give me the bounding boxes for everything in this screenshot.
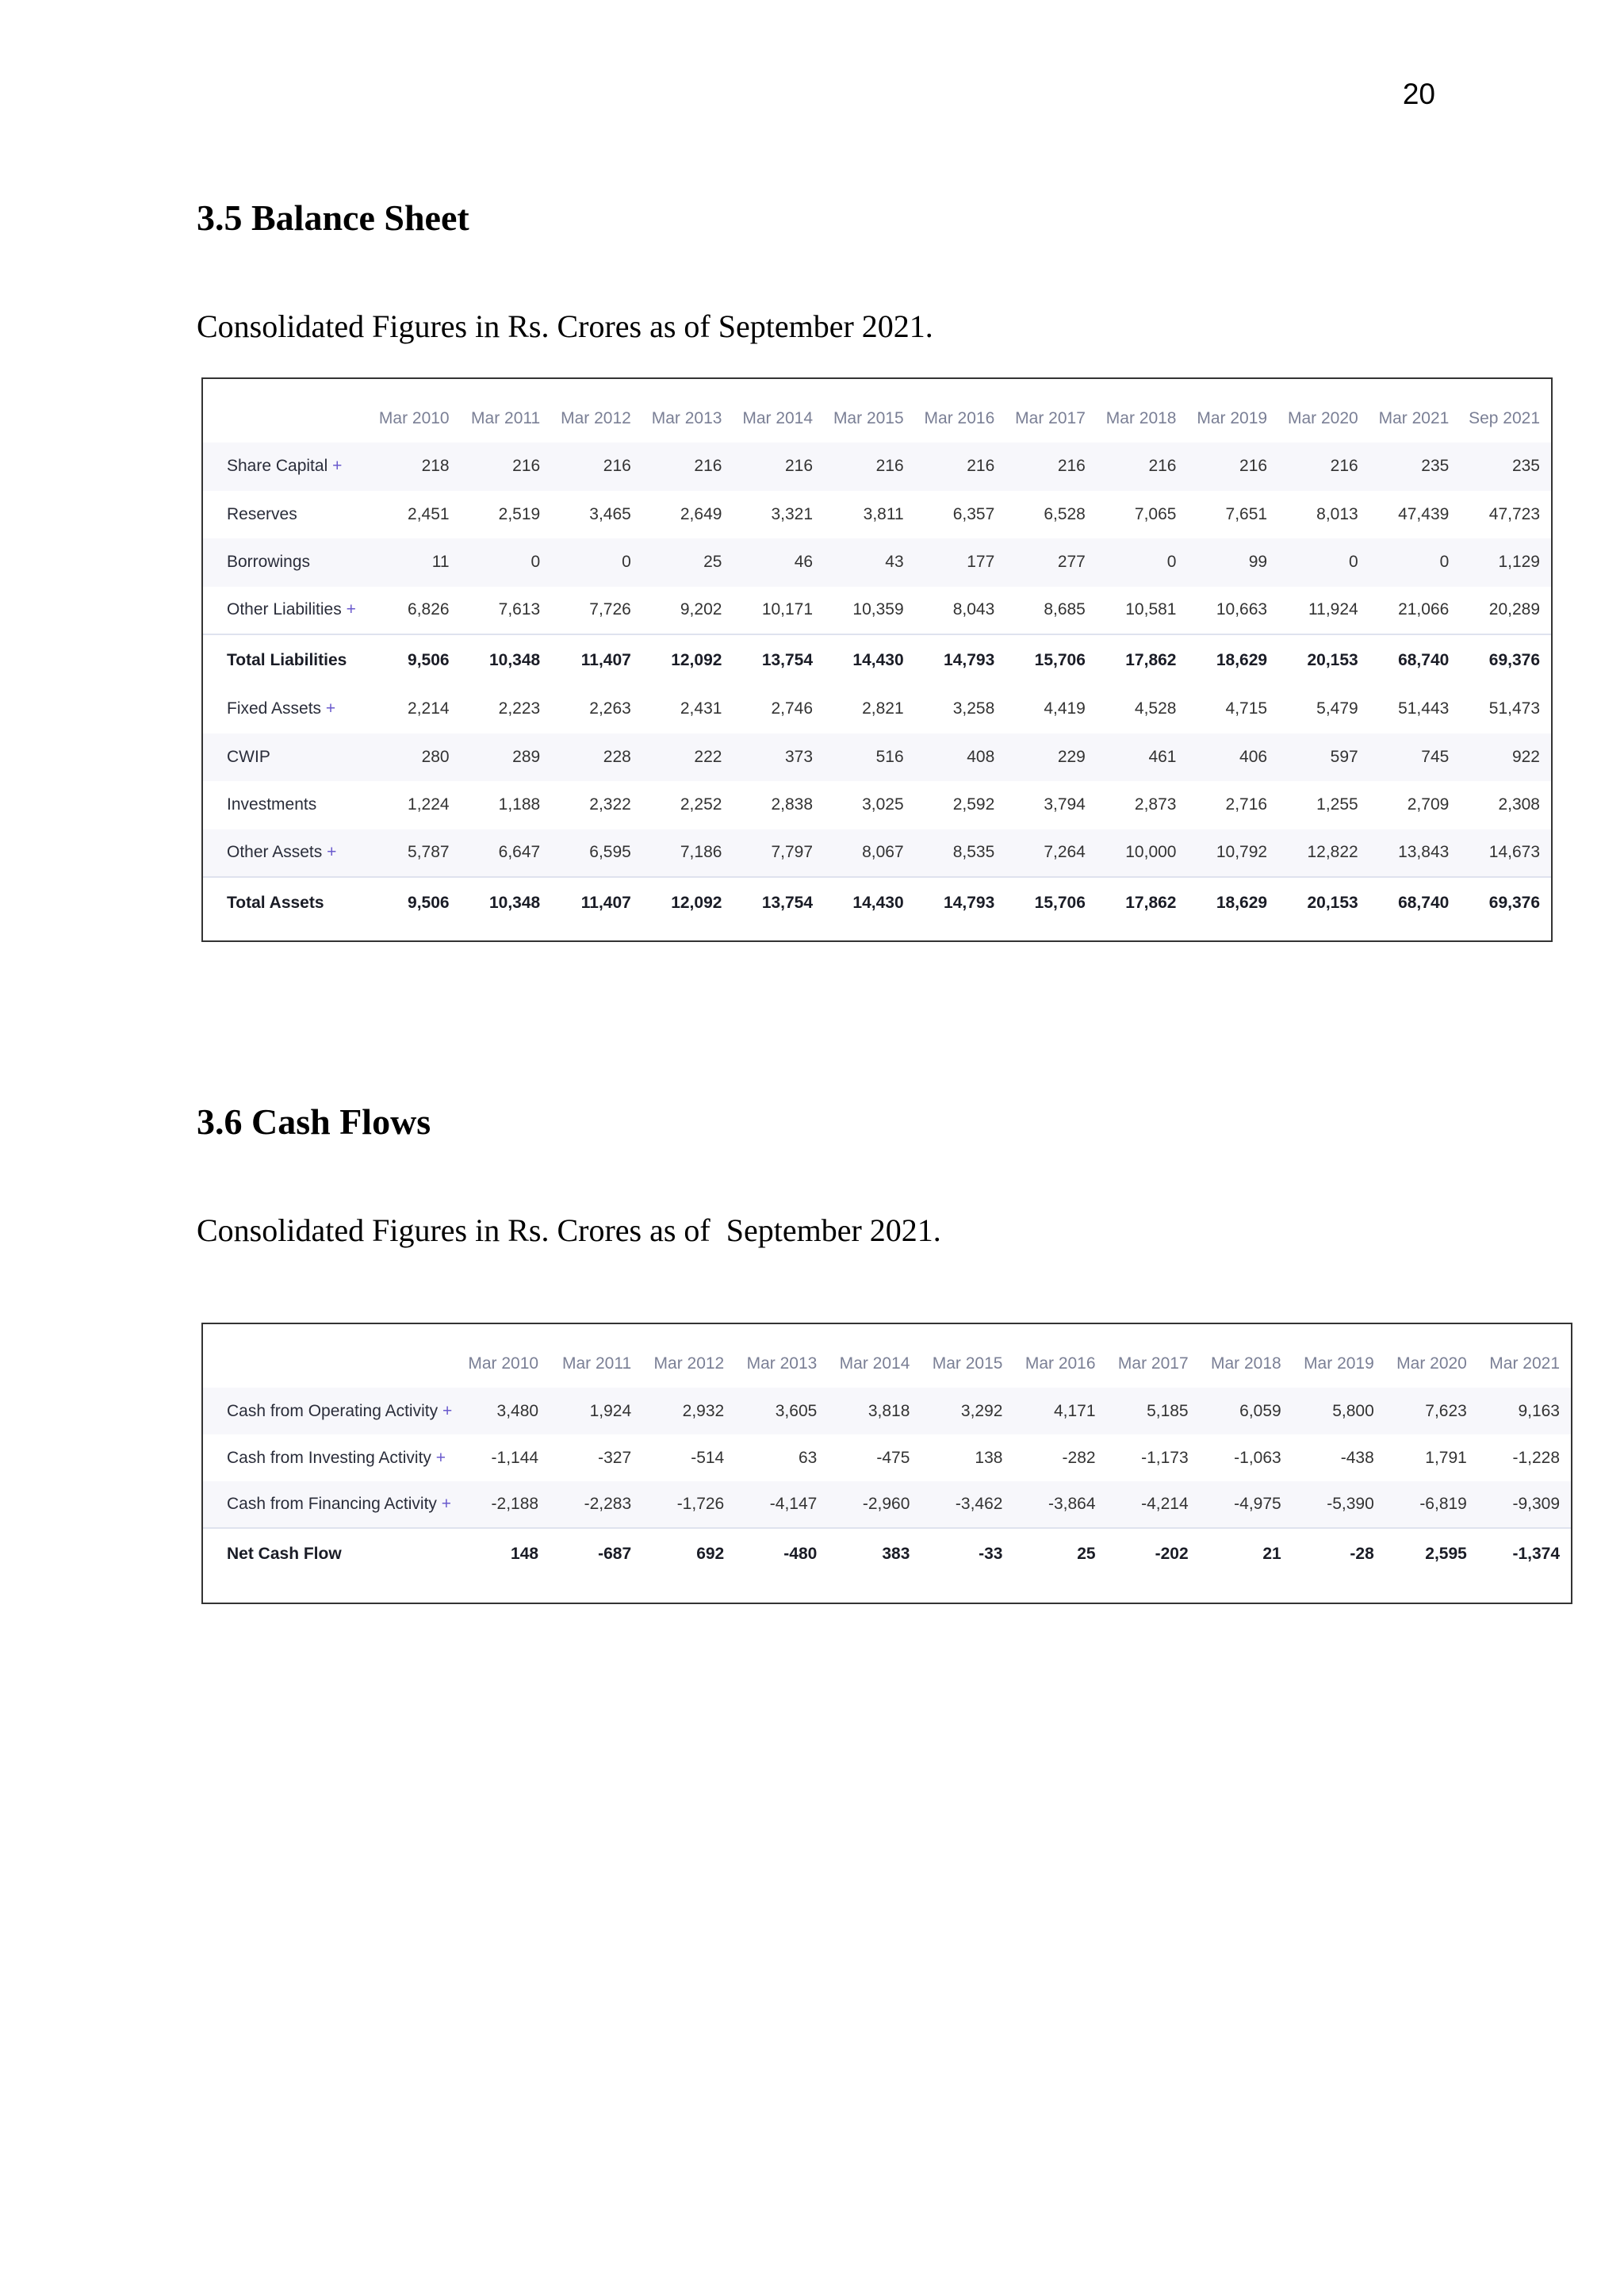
column-header: Mar 2016 [1025,1354,1096,1373]
column-header: Mar 2012 [561,409,631,427]
value-cell: 1,924 [550,1388,642,1434]
row-label [203,1528,457,1579]
value-cell: 228 [551,733,642,782]
row-label[interactable] [203,587,370,635]
value-cell: 20,153 [1278,634,1369,685]
row-label[interactable] [203,1388,457,1434]
value-cell: -4,214 [1107,1481,1200,1528]
value-cell: 7,186 [642,829,733,878]
row-label [203,877,370,928]
value-cell: 3,292 [921,1388,1013,1434]
column-header: Mar 2011 [471,409,541,427]
value-cell: 2,263 [589,699,631,718]
row-label[interactable] [203,685,370,733]
value-cell: 3,025 [862,795,904,814]
column-header: Mar 2010 [378,409,450,427]
row-label-text: Total Assets [227,893,324,912]
value-cell: 6,528 [1044,504,1086,523]
value-cell: 11 [370,538,461,587]
value-cell: 216 [1005,442,1097,491]
value-cell: 46 [733,538,824,587]
row-label [203,781,370,829]
value-cell: 6,647 [461,829,552,878]
value-cell: 11,407 [551,877,642,928]
value-cell: 2,252 [680,795,722,814]
expand-plus-icon[interactable]: + [442,1401,453,1420]
value-cell: 51,443 [1398,699,1450,718]
value-cell: 10,171 [761,600,814,619]
cash-flows-table-frame [201,1323,1572,1604]
value-cell: 69,376 [1460,877,1551,928]
value-cell: 148 [457,1528,550,1579]
value-cell: 20,153 [1278,877,1369,928]
row-label [203,733,370,782]
value-cell: 3,818 [828,1388,921,1434]
table-row [203,1388,1571,1434]
value-cell: 8,067 [824,829,915,878]
value-cell: 922 [1460,733,1551,782]
value-cell: -282 [1062,1448,1096,1467]
value-cell: 216 [461,442,552,491]
value-cell: 63 [798,1448,818,1467]
value-cell: 516 [824,733,915,782]
total-row [203,1528,1571,1579]
value-cell: 408 [915,733,1006,782]
row-label-text: Cash from Financing Activity [227,1495,437,1513]
column-header: Mar 2012 [653,1354,725,1373]
balance-sheet-body [203,442,1551,928]
value-cell: 25 [642,538,733,587]
value-cell: 1,224 [408,795,450,814]
value-cell: 0 [461,538,552,587]
row-label [203,538,370,587]
expand-plus-icon[interactable]: + [435,1448,446,1467]
value-cell: 12,822 [1278,829,1369,878]
value-cell: -480 [735,1528,828,1579]
value-cell: 13,754 [733,877,824,928]
value-cell: 10,792 [1187,829,1278,878]
table-row [203,781,1551,829]
value-cell: 9,163 [1478,1388,1571,1434]
value-cell: 20,289 [1488,600,1540,619]
value-cell: -5,390 [1293,1481,1385,1528]
column-header: Mar 2017 [1117,1354,1189,1373]
value-cell: 216 [824,442,915,491]
value-cell: 1,129 [1460,538,1551,587]
value-cell: 18,629 [1187,634,1278,685]
balance-sheet-header-row [203,395,1551,442]
value-cell: 235 [1369,442,1461,491]
value-cell: -1,726 [642,1481,735,1528]
value-cell: 216 [1278,442,1369,491]
table-row [203,442,1551,491]
value-cell: 289 [461,733,552,782]
value-cell: 4,171 [1013,1388,1106,1434]
value-cell: 177 [915,538,1006,587]
value-cell: 2,592 [952,795,995,814]
value-cell: 47,439 [1398,504,1450,523]
value-cell: 2,716 [1225,795,1268,814]
value-cell: 3,480 [457,1388,550,1434]
value-cell: 745 [1369,733,1461,782]
value-cell: 8,685 [1044,600,1086,619]
value-cell: 47,723 [1488,504,1540,523]
column-header: Mar 2014 [839,1354,910,1373]
row-label-text: Borrowings [227,553,311,572]
total-row [203,877,1551,928]
value-cell: 4,419 [1044,699,1086,718]
value-cell: -6,819 [1385,1481,1478,1528]
value-cell: 68,740 [1369,877,1461,928]
value-cell: 6,357 [952,504,995,523]
value-cell: 13,843 [1369,829,1461,878]
value-cell: 216 [551,442,642,491]
value-cell: -1,374 [1478,1528,1571,1579]
expand-plus-icon[interactable]: + [325,699,336,718]
value-cell: 5,800 [1293,1388,1385,1434]
value-cell: -9,309 [1478,1481,1571,1528]
value-cell: 2,431 [680,699,722,718]
value-cell: 9,202 [680,600,722,619]
value-cell: 2,214 [408,699,450,718]
value-cell: 10,359 [852,600,904,619]
column-header: Mar 2021 [1378,409,1450,427]
table-row [203,733,1551,782]
value-cell: 3,794 [1044,795,1086,814]
value-cell: 6,826 [408,600,450,619]
row-label[interactable] [203,442,370,491]
value-cell: -2,188 [457,1481,550,1528]
row-label-text: Share Capital [227,457,328,476]
column-header: Mar 2015 [833,409,904,427]
column-header: Mar 2020 [1287,409,1358,427]
header-blank [203,395,370,442]
value-cell: 0 [551,538,642,587]
value-cell: 11,924 [1308,600,1358,619]
column-header: Mar 2019 [1197,409,1268,427]
value-cell: 2,873 [1134,795,1177,814]
value-cell: 0 [1278,538,1369,587]
table-row [203,829,1551,878]
value-cell: -4,147 [735,1481,828,1528]
value-cell: 216 [915,442,1006,491]
value-cell: 3,321 [771,504,814,523]
value-cell: 10,348 [461,634,552,685]
value-cell: 14,793 [915,634,1006,685]
cash-flows-table [203,1340,1571,1579]
value-cell: 0 [1369,538,1461,587]
value-cell: 17,862 [1097,877,1188,928]
value-cell: 1,255 [1316,795,1358,814]
value-cell: 10,663 [1216,600,1268,619]
table-row [203,491,1551,539]
value-cell: 3,258 [952,699,995,718]
value-cell: 14,673 [1460,829,1551,878]
value-cell: 43 [824,538,915,587]
row-label-text: Other Liabilities [227,600,342,619]
value-cell: 373 [733,733,824,782]
table-row [203,587,1551,635]
value-cell: -28 [1293,1528,1385,1579]
value-cell: -2,960 [828,1481,921,1528]
column-header: Sep 2021 [1469,409,1540,427]
balance-sheet-table-frame [201,377,1553,942]
value-cell: 51,473 [1488,699,1540,718]
column-header: Mar 2016 [924,409,995,427]
total-row [203,634,1551,685]
value-cell: 406 [1187,733,1278,782]
value-cell: -3,462 [921,1481,1013,1528]
expand-plus-icon[interactable]: + [332,457,343,476]
value-cell: 11,407 [551,634,642,685]
value-cell: 1,188 [498,795,541,814]
value-cell: 2,821 [862,699,904,718]
value-cell: 0 [1097,538,1188,587]
balance-sheet-table [203,395,1551,928]
value-cell: 6,059 [1200,1388,1293,1434]
value-cell: 7,613 [498,600,541,619]
value-cell: 2,595 [1385,1528,1478,1579]
value-cell: 7,065 [1134,504,1177,523]
value-cell: 5,479 [1316,699,1358,718]
row-label-text: Total Liabilities [227,650,347,669]
value-cell: 9,506 [370,877,461,928]
table-row [203,538,1551,587]
value-cell: 69,376 [1460,634,1551,685]
value-cell: 216 [642,442,733,491]
value-cell: 2,322 [589,795,631,814]
value-cell: 10,348 [461,877,552,928]
row-label-text: Other Assets [227,843,323,862]
value-cell: 2,451 [408,504,450,523]
value-cell: 21,066 [1398,600,1450,619]
value-cell: 10,000 [1097,829,1188,878]
row-label-text: Investments [227,795,317,814]
value-cell: 6,595 [551,829,642,878]
value-cell: 99 [1187,538,1278,587]
column-header: Mar 2014 [742,409,814,427]
value-cell: 7,651 [1225,504,1268,523]
value-cell: 383 [828,1528,921,1579]
value-cell: 8,043 [952,600,995,619]
value-cell: 7,726 [589,600,631,619]
value-cell: 3,465 [589,504,631,523]
value-cell: 13,754 [733,634,824,685]
value-cell: -1,228 [1512,1448,1560,1467]
value-cell: 14,430 [824,634,915,685]
row-label[interactable] [203,829,370,878]
row-label-text: Cash from Operating Activity [227,1401,439,1420]
column-header: Mar 2018 [1105,409,1177,427]
row-label-text: CWIP [227,747,270,766]
page-number: 20 [1402,78,1435,110]
value-cell: 2,932 [642,1388,735,1434]
row-label[interactable] [203,1434,457,1481]
value-cell: 14,793 [915,877,1006,928]
value-cell: 25 [1013,1528,1106,1579]
row-label-text: Net Cash Flow [227,1544,342,1563]
value-cell: 7,264 [1005,829,1097,878]
value-cell: 597 [1278,733,1369,782]
value-cell: 3,605 [735,1388,828,1434]
cash-flows-header-row [203,1340,1571,1388]
column-header: Mar 2015 [932,1354,1003,1373]
value-cell: 4,715 [1225,699,1268,718]
value-cell: 235 [1460,442,1551,491]
value-cell: 277 [1005,538,1097,587]
table-row [203,1434,1571,1481]
value-cell: 2,308 [1498,795,1540,814]
value-cell: 2,223 [498,699,541,718]
value-cell: -1,063 [1234,1448,1281,1467]
value-cell: 218 [370,442,461,491]
value-cell: -514 [691,1448,725,1467]
cash-flows-subtitle: Consolidated Figures in Rs. Crores as of September 2021. [197,1212,941,1248]
value-cell: 18,629 [1187,877,1278,928]
row-label[interactable] [203,1481,457,1528]
value-cell: 21 [1200,1528,1293,1579]
expand-plus-icon[interactable]: + [441,1495,452,1513]
balance-sheet-subtitle: Consolidated Figures in Rs. Crores as of September 2021. [197,308,933,344]
cash-flows-title: 3.6 Cash Flows [197,1101,431,1142]
value-cell: 229 [1005,733,1097,782]
value-cell: -1,144 [491,1448,539,1467]
expand-plus-icon[interactable]: + [346,600,356,619]
row-label [203,634,370,685]
value-cell: -202 [1107,1528,1200,1579]
column-header: Mar 2013 [651,409,722,427]
value-cell: 4,528 [1134,699,1177,718]
value-cell: -4,975 [1200,1481,1293,1528]
value-cell: -1,173 [1141,1448,1189,1467]
value-cell: 2,709 [1407,795,1450,814]
cash-flows-body [203,1388,1571,1579]
value-cell: 17,862 [1097,634,1188,685]
value-cell: 692 [642,1528,735,1579]
value-cell: -33 [921,1528,1013,1579]
column-header: Mar 2010 [468,1354,539,1373]
value-cell: -3,864 [1013,1481,1106,1528]
value-cell: -2,283 [550,1481,642,1528]
value-cell: 216 [733,442,824,491]
value-cell: -327 [598,1448,632,1467]
row-label-text: Fixed Assets [227,699,322,718]
value-cell: -687 [550,1528,642,1579]
value-cell: 15,706 [1005,877,1097,928]
value-cell: 14,430 [824,877,915,928]
value-cell: 15,706 [1005,634,1097,685]
value-cell: 9,506 [370,634,461,685]
value-cell: -438 [1340,1448,1374,1467]
value-cell: 461 [1097,733,1188,782]
value-cell: 3,811 [863,504,904,523]
column-header: Mar 2017 [1015,409,1086,427]
column-header: Mar 2019 [1304,1354,1374,1373]
table-row [203,1481,1571,1528]
value-cell: 12,092 [642,877,733,928]
table-row [203,685,1551,733]
value-cell: 138 [975,1448,1003,1467]
value-cell: 2,649 [680,504,722,523]
value-cell: 8,013 [1316,504,1358,523]
column-header: Mar 2011 [561,1354,632,1373]
value-cell: 5,185 [1107,1388,1200,1434]
header-blank [203,1340,457,1388]
value-cell: 10,581 [1125,600,1177,619]
value-cell: 222 [642,733,733,782]
column-header: Mar 2013 [746,1354,818,1373]
value-cell: 2,838 [771,795,814,814]
value-cell: -475 [876,1448,910,1467]
row-label-text: Reserves [227,504,297,523]
column-header: Mar 2020 [1396,1354,1467,1373]
value-cell: 5,787 [370,829,461,878]
value-cell: 280 [370,733,461,782]
expand-plus-icon[interactable]: + [327,843,337,862]
value-cell: 1,791 [1425,1448,1467,1467]
value-cell: 8,535 [915,829,1006,878]
value-cell: 7,623 [1385,1388,1478,1434]
value-cell: 2,746 [771,699,814,718]
column-header: Mar 2021 [1489,1354,1560,1373]
value-cell: 2,519 [498,504,541,523]
value-cell: 68,740 [1369,634,1461,685]
value-cell: 216 [1187,442,1278,491]
value-cell: 7,797 [733,829,824,878]
row-label-text: Cash from Investing Activity [227,1448,431,1467]
value-cell: 12,092 [642,634,733,685]
balance-sheet-title: 3.5 Balance Sheet [197,197,469,238]
value-cell: 216 [1097,442,1188,491]
column-header: Mar 2018 [1210,1354,1281,1373]
row-label [203,491,370,539]
